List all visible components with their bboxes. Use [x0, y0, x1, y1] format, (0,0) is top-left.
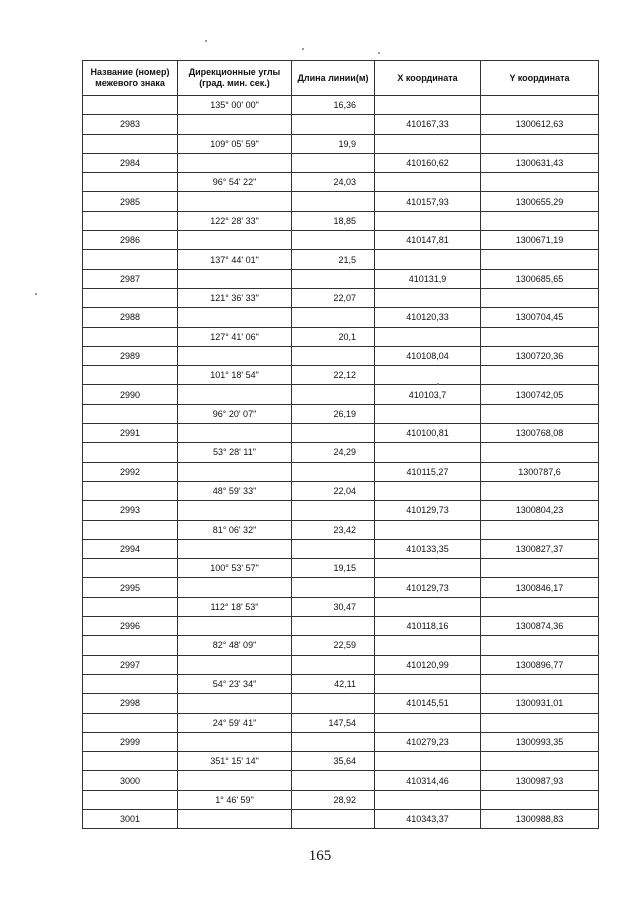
- cell-direction-angle: [178, 578, 292, 597]
- cell-mark-name: 2989: [83, 346, 178, 365]
- cell-direction-angle: [178, 732, 292, 751]
- cell-x-coordinate: [375, 481, 481, 500]
- cell-x-coordinate: [375, 173, 481, 192]
- cell-x-coordinate: 410129,73: [375, 501, 481, 520]
- cell-line-length: 30,47: [292, 597, 375, 616]
- cell-y-coordinate: 1300787,6: [481, 462, 599, 481]
- table-row: [83, 404, 599, 423]
- table-row: [83, 134, 599, 153]
- table-row: [83, 578, 599, 597]
- cell-direction-angle: [178, 192, 292, 211]
- scan-speck: [205, 40, 207, 42]
- cell-x-coordinate: [375, 674, 481, 693]
- cell-mark-name: 2992: [83, 462, 178, 481]
- cell-y-coordinate: [481, 134, 599, 153]
- cell-direction-angle: [178, 153, 292, 172]
- cell-line-length: [292, 539, 375, 558]
- cell-mark-name: 2990: [83, 385, 178, 404]
- cell-mark-name: [83, 520, 178, 539]
- table-row: [83, 231, 599, 250]
- cell-mark-name: 2991: [83, 424, 178, 443]
- cell-x-coordinate: 410343,37: [375, 809, 481, 828]
- cell-direction-angle: [178, 115, 292, 134]
- cell-direction-angle: [178, 539, 292, 558]
- cell-line-length: 19,15: [292, 559, 375, 578]
- cell-line-length: 42,11: [292, 674, 375, 693]
- table-row: [83, 617, 599, 636]
- table-row: [83, 674, 599, 693]
- cell-line-length: [292, 308, 375, 327]
- cell-mark-name: [83, 173, 178, 192]
- cell-x-coordinate: [375, 443, 481, 462]
- table-row: [83, 481, 599, 500]
- cell-direction-angle: [178, 308, 292, 327]
- cell-mark-name: 3001: [83, 809, 178, 828]
- cell-mark-name: 2999: [83, 732, 178, 751]
- cell-x-coordinate: [375, 96, 481, 115]
- cell-direction-angle: [178, 424, 292, 443]
- cell-direction-angle: [178, 771, 292, 790]
- table-row: [83, 192, 599, 211]
- cell-mark-name: [83, 443, 178, 462]
- cell-mark-name: 2995: [83, 578, 178, 597]
- cell-line-length: [292, 501, 375, 520]
- table-row: [83, 288, 599, 307]
- cell-y-coordinate: 1300896,77: [481, 655, 599, 674]
- cell-line-length: [292, 462, 375, 481]
- cell-mark-name: [83, 134, 178, 153]
- cell-y-coordinate: [481, 713, 599, 732]
- cell-line-length: [292, 346, 375, 365]
- cell-direction-angle: 112° 18' 53": [178, 597, 292, 616]
- table-row: [83, 655, 599, 674]
- boundary-marks-table: [82, 60, 599, 829]
- cell-direction-angle: 54° 23' 34": [178, 674, 292, 693]
- table-row: [83, 694, 599, 713]
- cell-line-length: [292, 153, 375, 172]
- cell-y-coordinate: [481, 443, 599, 462]
- cell-x-coordinate: [375, 211, 481, 230]
- cell-direction-angle: 82° 48' 09": [178, 636, 292, 655]
- cell-line-length: [292, 578, 375, 597]
- cell-x-coordinate: 410129,73: [375, 578, 481, 597]
- cell-mark-name: [83, 636, 178, 655]
- table-row: [83, 597, 599, 616]
- table-row: [83, 115, 599, 134]
- cell-y-coordinate: 1300874,36: [481, 617, 599, 636]
- cell-mark-name: [83, 752, 178, 771]
- cell-line-length: 24,03: [292, 173, 375, 192]
- table-row: [83, 771, 599, 790]
- cell-y-coordinate: [481, 288, 599, 307]
- header-row: [83, 61, 599, 96]
- table-row: [83, 713, 599, 732]
- cell-mark-name: 2988: [83, 308, 178, 327]
- table-header: [83, 61, 599, 96]
- cell-x-coordinate: 410108,04: [375, 346, 481, 365]
- cell-x-coordinate: [375, 288, 481, 307]
- cell-mark-name: 2985: [83, 192, 178, 211]
- cell-y-coordinate: 1300612,63: [481, 115, 599, 134]
- cell-x-coordinate: 410100,81: [375, 424, 481, 443]
- cell-line-length: [292, 424, 375, 443]
- cell-line-length: [292, 115, 375, 134]
- cell-line-length: [292, 809, 375, 828]
- cell-y-coordinate: 1300993,35: [481, 732, 599, 751]
- table-row: [83, 501, 599, 520]
- cell-line-length: 23,42: [292, 520, 375, 539]
- table-row: [83, 443, 599, 462]
- table-row: [83, 346, 599, 365]
- cell-line-length: 22,12: [292, 366, 375, 385]
- cell-direction-angle: 121° 36' 33": [178, 288, 292, 307]
- cell-y-coordinate: 1300671,19: [481, 231, 599, 250]
- cell-x-coordinate: [375, 404, 481, 423]
- cell-line-length: 22,59: [292, 636, 375, 655]
- cell-y-coordinate: 1300987,93: [481, 771, 599, 790]
- cell-x-coordinate: 410120,33: [375, 308, 481, 327]
- cell-line-length: 21,5: [292, 250, 375, 269]
- cell-line-length: 16,36: [292, 96, 375, 115]
- cell-line-length: [292, 655, 375, 674]
- cell-direction-angle: 100° 53' 57": [178, 559, 292, 578]
- table-row: [83, 790, 599, 809]
- cell-direction-angle: [178, 385, 292, 404]
- cell-direction-angle: 48° 59' 33": [178, 481, 292, 500]
- cell-x-coordinate: 410147,81: [375, 231, 481, 250]
- cell-line-length: 147,54: [292, 713, 375, 732]
- cell-x-coordinate: [375, 597, 481, 616]
- table-row: [83, 520, 599, 539]
- cell-mark-name: [83, 559, 178, 578]
- table-row: [83, 636, 599, 655]
- table-row: [83, 732, 599, 751]
- cell-mark-name: [83, 288, 178, 307]
- cell-mark-name: 2986: [83, 231, 178, 250]
- cell-mark-name: 2983: [83, 115, 178, 134]
- cell-direction-angle: [178, 501, 292, 520]
- cell-line-length: 19,9: [292, 134, 375, 153]
- table-row: [83, 96, 599, 115]
- cell-x-coordinate: 410133,35: [375, 539, 481, 558]
- scan-speck: [35, 293, 37, 295]
- cell-x-coordinate: [375, 327, 481, 346]
- cell-mark-name: [83, 713, 178, 732]
- cell-direction-angle: 351° 15' 14": [178, 752, 292, 771]
- cell-direction-angle: [178, 346, 292, 365]
- table-row: [83, 539, 599, 558]
- cell-x-coordinate: [375, 713, 481, 732]
- cell-y-coordinate: [481, 790, 599, 809]
- cell-y-coordinate: [481, 520, 599, 539]
- cell-line-length: 24,29: [292, 443, 375, 462]
- scan-speck: [378, 52, 380, 54]
- cell-y-coordinate: [481, 481, 599, 500]
- cell-y-coordinate: 1300720,36: [481, 346, 599, 365]
- cell-x-coordinate: 410120,99: [375, 655, 481, 674]
- cell-x-coordinate: 410157,93: [375, 192, 481, 211]
- cell-y-coordinate: 1300704,45: [481, 308, 599, 327]
- cell-y-coordinate: [481, 211, 599, 230]
- cell-direction-angle: [178, 655, 292, 674]
- cell-direction-angle: 1° 46' 59": [178, 790, 292, 809]
- cell-x-coordinate: [375, 250, 481, 269]
- scan-speck: [302, 48, 304, 50]
- cell-direction-angle: 127° 41' 06": [178, 327, 292, 346]
- cell-direction-angle: [178, 617, 292, 636]
- cell-line-length: [292, 269, 375, 288]
- cell-line-length: [292, 771, 375, 790]
- cell-y-coordinate: [481, 636, 599, 655]
- cell-x-coordinate: [375, 790, 481, 809]
- cell-y-coordinate: 1300655,29: [481, 192, 599, 211]
- cell-direction-angle: 53° 28' 11": [178, 443, 292, 462]
- cell-mark-name: 2987: [83, 269, 178, 288]
- table-row: [83, 462, 599, 481]
- cell-mark-name: 2993: [83, 501, 178, 520]
- cell-x-coordinate: 410314,46: [375, 771, 481, 790]
- cell-y-coordinate: 1300827,37: [481, 539, 599, 558]
- cell-mark-name: [83, 366, 178, 385]
- cell-x-coordinate: 410118,16: [375, 617, 481, 636]
- cell-y-coordinate: [481, 674, 599, 693]
- cell-line-length: 26,19: [292, 404, 375, 423]
- cell-mark-name: [83, 96, 178, 115]
- cell-mark-name: [83, 481, 178, 500]
- table-row: [83, 250, 599, 269]
- cell-x-coordinate: 410115,27: [375, 462, 481, 481]
- table-row: [83, 385, 599, 404]
- cell-line-length: [292, 617, 375, 636]
- cell-direction-angle: [178, 809, 292, 828]
- cell-y-coordinate: 1300931,01: [481, 694, 599, 713]
- page-number: 165: [308, 848, 332, 864]
- cell-line-length: 22,04: [292, 481, 375, 500]
- table-row: [83, 366, 599, 385]
- cell-y-coordinate: 1300804,23: [481, 501, 599, 520]
- cell-line-length: [292, 385, 375, 404]
- cell-x-coordinate: [375, 134, 481, 153]
- table-row: [83, 424, 599, 443]
- cell-x-coordinate: 410167,33: [375, 115, 481, 134]
- table-row: [83, 559, 599, 578]
- cell-line-length: 20,1: [292, 327, 375, 346]
- cell-x-coordinate: 410131,9: [375, 269, 481, 288]
- cell-mark-name: 3000: [83, 771, 178, 790]
- cell-y-coordinate: [481, 597, 599, 616]
- cell-mark-name: [83, 674, 178, 693]
- cell-line-length: [292, 231, 375, 250]
- cell-mark-name: [83, 250, 178, 269]
- cell-y-coordinate: [481, 366, 599, 385]
- cell-x-coordinate: 410103,7: [375, 385, 481, 404]
- cell-x-coordinate: [375, 752, 481, 771]
- cell-direction-angle: 81° 06' 32": [178, 520, 292, 539]
- cell-mark-name: 2998: [83, 694, 178, 713]
- cell-mark-name: 2984: [83, 153, 178, 172]
- table-row: [83, 211, 599, 230]
- cell-x-coordinate: 410279,23: [375, 732, 481, 751]
- cell-direction-angle: 137° 44' 01": [178, 250, 292, 269]
- cell-line-length: 28,92: [292, 790, 375, 809]
- cell-x-coordinate: 410160,62: [375, 153, 481, 172]
- cell-mark-name: [83, 404, 178, 423]
- cell-x-coordinate: [375, 520, 481, 539]
- cell-direction-angle: [178, 231, 292, 250]
- cell-direction-angle: 135° 00' 00": [178, 96, 292, 115]
- table-row: [83, 308, 599, 327]
- table-row: [83, 173, 599, 192]
- cell-x-coordinate: [375, 636, 481, 655]
- cell-y-coordinate: 1300685,65: [481, 269, 599, 288]
- cell-y-coordinate: [481, 327, 599, 346]
- cell-x-coordinate: [375, 559, 481, 578]
- cell-direction-angle: 24° 59' 41": [178, 713, 292, 732]
- cell-y-coordinate: 1300631,43: [481, 153, 599, 172]
- cell-direction-angle: [178, 462, 292, 481]
- cell-mark-name: [83, 790, 178, 809]
- cell-y-coordinate: [481, 404, 599, 423]
- header-mark-name: Название (номер) межевого знака: [83, 61, 178, 96]
- table-row: [83, 327, 599, 346]
- header-direction-angle: Дирекционные углы (град. мин. сек.): [178, 61, 292, 96]
- cell-direction-angle: [178, 269, 292, 288]
- cell-line-length: [292, 192, 375, 211]
- cell-y-coordinate: [481, 250, 599, 269]
- cell-y-coordinate: [481, 173, 599, 192]
- header-line-length: Длина линии(м): [292, 61, 375, 96]
- cell-x-coordinate: 410145,51: [375, 694, 481, 713]
- cell-direction-angle: [178, 694, 292, 713]
- cell-direction-angle: 122° 28' 33": [178, 211, 292, 230]
- cell-mark-name: [83, 327, 178, 346]
- scan-speck: [437, 383, 439, 385]
- cell-y-coordinate: [481, 752, 599, 771]
- cell-mark-name: [83, 597, 178, 616]
- cell-direction-angle: 109° 05' 59": [178, 134, 292, 153]
- cell-y-coordinate: 1300768,08: [481, 424, 599, 443]
- header-x-coordinate: X координата: [375, 61, 481, 96]
- cell-direction-angle: 101° 18' 54": [178, 366, 292, 385]
- cell-mark-name: 2996: [83, 617, 178, 636]
- cell-mark-name: 2997: [83, 655, 178, 674]
- table-body: [83, 96, 599, 829]
- table-row: [83, 809, 599, 828]
- cell-line-length: 35,64: [292, 752, 375, 771]
- cell-mark-name: 2994: [83, 539, 178, 558]
- cell-direction-angle: 96° 20' 07": [178, 404, 292, 423]
- cell-y-coordinate: 1300846,17: [481, 578, 599, 597]
- cell-line-length: 22,07: [292, 288, 375, 307]
- cell-x-coordinate: [375, 366, 481, 385]
- cell-direction-angle: 96° 54' 22": [178, 173, 292, 192]
- table-row: [83, 269, 599, 288]
- cell-y-coordinate: [481, 96, 599, 115]
- cell-y-coordinate: 1300988,83: [481, 809, 599, 828]
- cell-y-coordinate: [481, 559, 599, 578]
- cell-mark-name: [83, 211, 178, 230]
- cell-line-length: [292, 694, 375, 713]
- cell-line-length: 18,85: [292, 211, 375, 230]
- header-y-coordinate: Y координата: [481, 61, 599, 96]
- cell-line-length: [292, 732, 375, 751]
- table-row: [83, 153, 599, 172]
- cell-y-coordinate: 1300742,05: [481, 385, 599, 404]
- table-row: [83, 752, 599, 771]
